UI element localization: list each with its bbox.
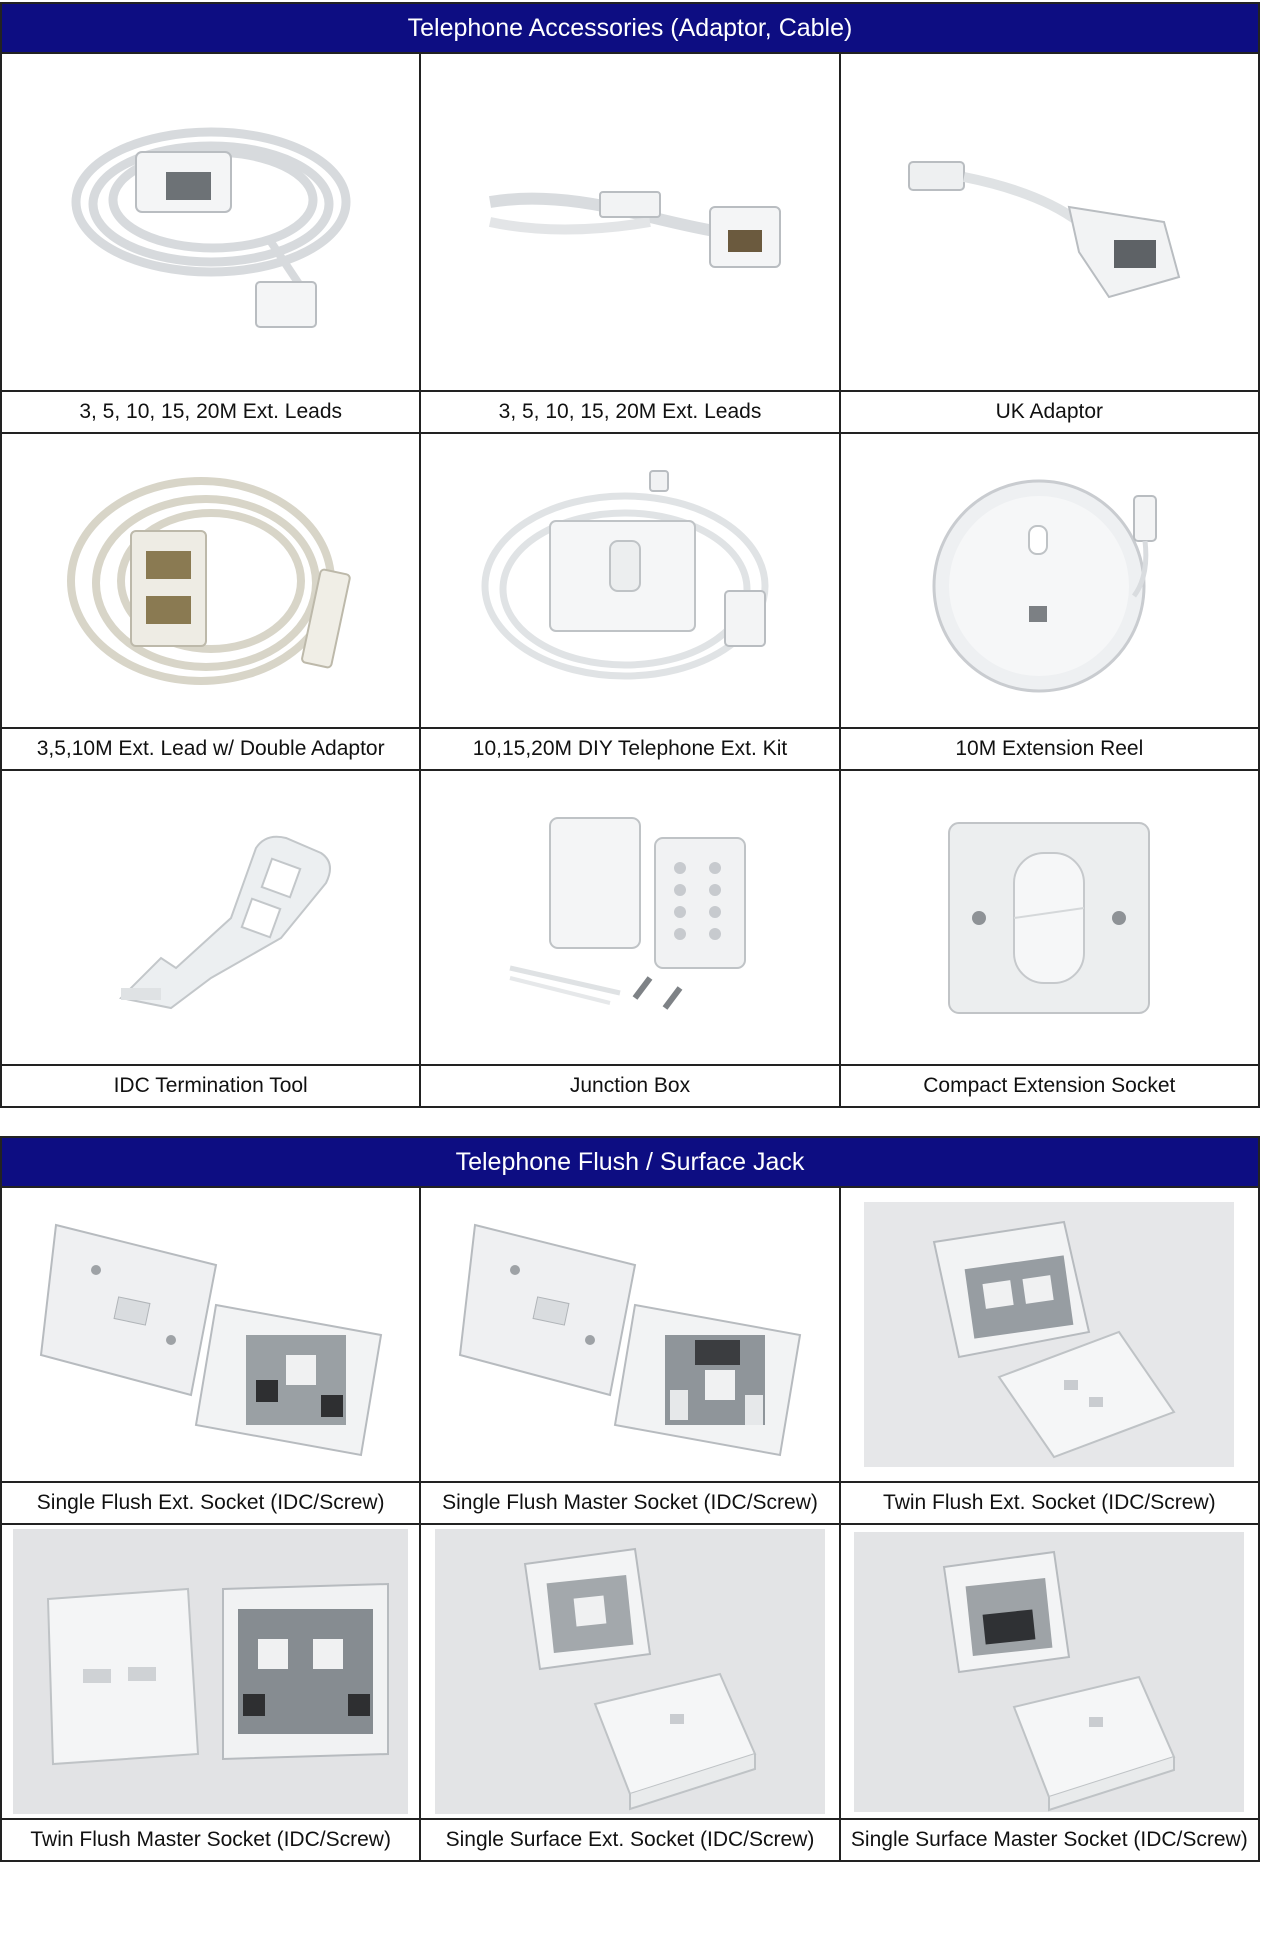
table-row bbox=[2, 54, 1258, 434]
product-caption: Single Surface Master Socket (IDC/Screw) bbox=[850, 1828, 1248, 1851]
product-cell bbox=[421, 54, 840, 432]
table-row bbox=[2, 1525, 1258, 1860]
product-cell bbox=[2, 434, 421, 769]
product-caption: 3,5,10M Ext. Lead w/ Double Adaptor bbox=[36, 737, 385, 760]
product-caption: Single Flush Master Socket (IDC/Screw) bbox=[442, 1491, 818, 1514]
product-caption: 3, 5, 10, 15, 20M Ext. Leads bbox=[498, 400, 762, 423]
twin-flush-socket-icon bbox=[841, 1188, 1258, 1483]
product-cell bbox=[841, 771, 1258, 1106]
diy-extension-kit-icon bbox=[421, 434, 838, 729]
product-caption: 10,15,20M DIY Telephone Ext. Kit bbox=[472, 737, 788, 760]
product-caption: 3, 5, 10, 15, 20M Ext. Leads bbox=[79, 400, 342, 423]
double-adaptor-lead-icon bbox=[2, 434, 419, 729]
surface-master-socket-icon bbox=[841, 1525, 1258, 1820]
product-caption: Compact Extension Socket bbox=[923, 1074, 1176, 1097]
uk-adaptor-icon bbox=[841, 54, 1258, 392]
product-cell bbox=[841, 434, 1258, 769]
product-cell bbox=[2, 1188, 421, 1523]
product-caption: Single Surface Ext. Socket (IDC/Screw) bbox=[445, 1828, 815, 1851]
extension-reel-icon bbox=[841, 434, 1258, 729]
product-cell bbox=[421, 1525, 840, 1860]
jack-table bbox=[0, 1136, 1260, 1862]
product-caption: Single Flush Ext. Socket (IDC/Screw) bbox=[36, 1491, 385, 1514]
idc-tool-icon bbox=[2, 771, 419, 1066]
product-cell bbox=[421, 1188, 840, 1523]
product-cell bbox=[841, 54, 1258, 432]
section-header: Telephone Flush / Surface Jack bbox=[2, 1138, 1258, 1188]
flush-master-socket-icon bbox=[421, 1188, 838, 1483]
product-caption: Twin Flush Master Socket (IDC/Screw) bbox=[30, 1828, 391, 1851]
compact-socket-icon bbox=[841, 771, 1258, 1066]
product-caption: Junction Box bbox=[569, 1074, 691, 1097]
product-cell bbox=[2, 1525, 421, 1860]
accessories-table bbox=[0, 2, 1260, 1108]
junction-box-icon bbox=[421, 771, 838, 1066]
flush-socket-icon bbox=[2, 1188, 419, 1483]
twin-flush-master-socket-icon bbox=[2, 1525, 419, 1820]
product-caption: IDC Termination Tool bbox=[113, 1074, 308, 1097]
section-header: Telephone Accessories (Adaptor, Cable) bbox=[2, 4, 1258, 54]
product-caption: 10M Extension Reel bbox=[955, 737, 1144, 760]
product-cell bbox=[421, 434, 840, 769]
product-cell bbox=[841, 1188, 1258, 1523]
surface-socket-icon bbox=[421, 1525, 838, 1820]
product-cell bbox=[421, 771, 840, 1106]
table-row bbox=[2, 771, 1258, 1106]
product-cell bbox=[2, 771, 421, 1106]
table-row bbox=[2, 434, 1258, 771]
coiled-extension-lead-icon bbox=[2, 54, 419, 392]
flat-extension-lead-icon bbox=[421, 54, 838, 392]
table-row bbox=[2, 1188, 1258, 1525]
product-caption: UK Adaptor bbox=[995, 400, 1104, 423]
product-caption: Twin Flush Ext. Socket (IDC/Screw) bbox=[883, 1491, 1216, 1514]
product-cell bbox=[841, 1525, 1258, 1860]
product-cell bbox=[2, 54, 421, 432]
